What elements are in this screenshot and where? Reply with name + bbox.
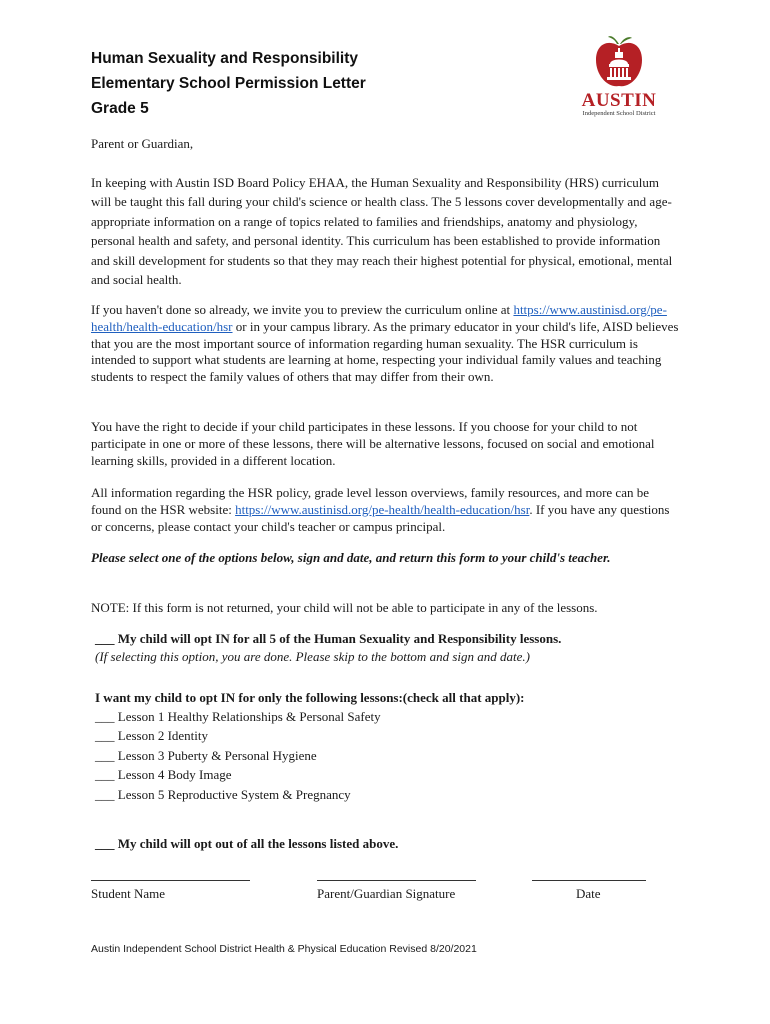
lesson-list <box>95 707 381 804</box>
opt-in-all-option[interactable]: ___ My child will opt IN for all 5 of the Human Sexuality and Responsibility lessons. <box>95 631 562 646</box>
parent-signature-line[interactable] <box>317 880 476 881</box>
greeting: Parent or Guardian, <box>91 136 194 151</box>
instruction-text: Please select one of the options below, sign and date, and return this form to your child's teacher. <box>91 550 611 565</box>
preview-text-start: If you haven't done so already, we invite you to preview the curriculum online at <box>91 302 514 317</box>
note-text: NOTE: If this form is not returned, your child will not be able to participate in any of the lessons. <box>91 600 598 615</box>
paragraph-preview <box>91 302 681 386</box>
title-line-2: Elementary School Permission Letter <box>91 75 366 92</box>
austin-isd-logo <box>574 34 664 124</box>
lesson-option-1[interactable]: ___ Lesson 1 Healthy Relationships & Personal Safety <box>95 709 381 724</box>
paragraph-rights: You have the right to decide if your child participates in these lessons. If you choose for your child to not participate in one or more of these lessons, there will be alternative lessons, focused on social and emotional learning skills, provided in a different location. <box>91 419 655 468</box>
page-footer: Austin Independent School District Health & Physical Education Revised 8/20/2021 <box>91 943 477 955</box>
paragraph-intro: In keeping with Austin ISD Board Policy EHAA, the Human Sexuality and Responsibility (HRS) curriculum will be taught this fall during your child's science or health class. The 5 lessons cover developmentally and age-appropriate information on a range of topics related to families and friendships, anatomy and physiology, personal health and safety, and personal identity. This curriculum has been established to provide information and skill development for students so that they may reach their highest potential for physical, emotional, mental and social health. <box>91 175 673 288</box>
logo-subtitle: Independent School District <box>582 110 656 117</box>
parent-signature-label: Parent/Guardian Signature <box>317 886 456 901</box>
date-line[interactable] <box>532 880 646 881</box>
lesson-option-4[interactable]: ___ Lesson 4 Body Image <box>95 767 232 783</box>
title-line-1: Human Sexuality and Responsibility <box>91 50 359 67</box>
info-text-start: All information regarding the HSR policy, grade level lesson overviews, family resources, and more can be found on the HSR website: <box>91 485 649 517</box>
hsr-website-link[interactable]: https://www.austinisd.org/pe-health/health-education/hsr <box>235 501 530 517</box>
date-label: Date <box>576 886 601 901</box>
document-title <box>91 46 366 121</box>
opt-in-all-note: (If selecting this option, you are done. Please skip to the bottom and sign and date.) <box>95 649 530 664</box>
student-name-label: Student Name <box>91 886 166 901</box>
opt-in-some-heading: I want my child to opt IN for only the following lessons:(check all that apply): <box>95 690 525 705</box>
preview-text-end: or in your campus library. As the primary educator in your child's life, AISD believes that you are the most important source of information regarding human sexuality. The HSR curriculum is intended to support what students are learning at home, respecting your individual family values and teaching students to respect the family values of others that may differ from their own. <box>91 318 679 385</box>
logo-wordmark: AUSTIN <box>581 90 657 111</box>
title-line-3: Grade 5 <box>91 100 149 117</box>
opt-out-all-option[interactable]: ___ My child will opt out of all the lessons listed above. <box>95 836 399 851</box>
info-text-end: . If you have any questions or concerns, please contact your child's teacher or campus principal. <box>91 501 670 534</box>
apple-capitol-icon <box>574 34 664 92</box>
paragraph-info <box>91 485 681 535</box>
lesson-option-5[interactable]: ___ Lesson 5 Reproductive System & Pregnancy <box>95 786 351 802</box>
lesson-option-2[interactable]: ___ Lesson 2 Identity <box>95 728 209 744</box>
curriculum-link[interactable]: https://www.austinisd.org/pe-health/health-education/hsr <box>91 302 667 334</box>
student-name-line[interactable] <box>91 880 250 881</box>
lesson-option-3[interactable]: ___ Lesson 3 Puberty & Personal Hygiene <box>95 747 317 763</box>
